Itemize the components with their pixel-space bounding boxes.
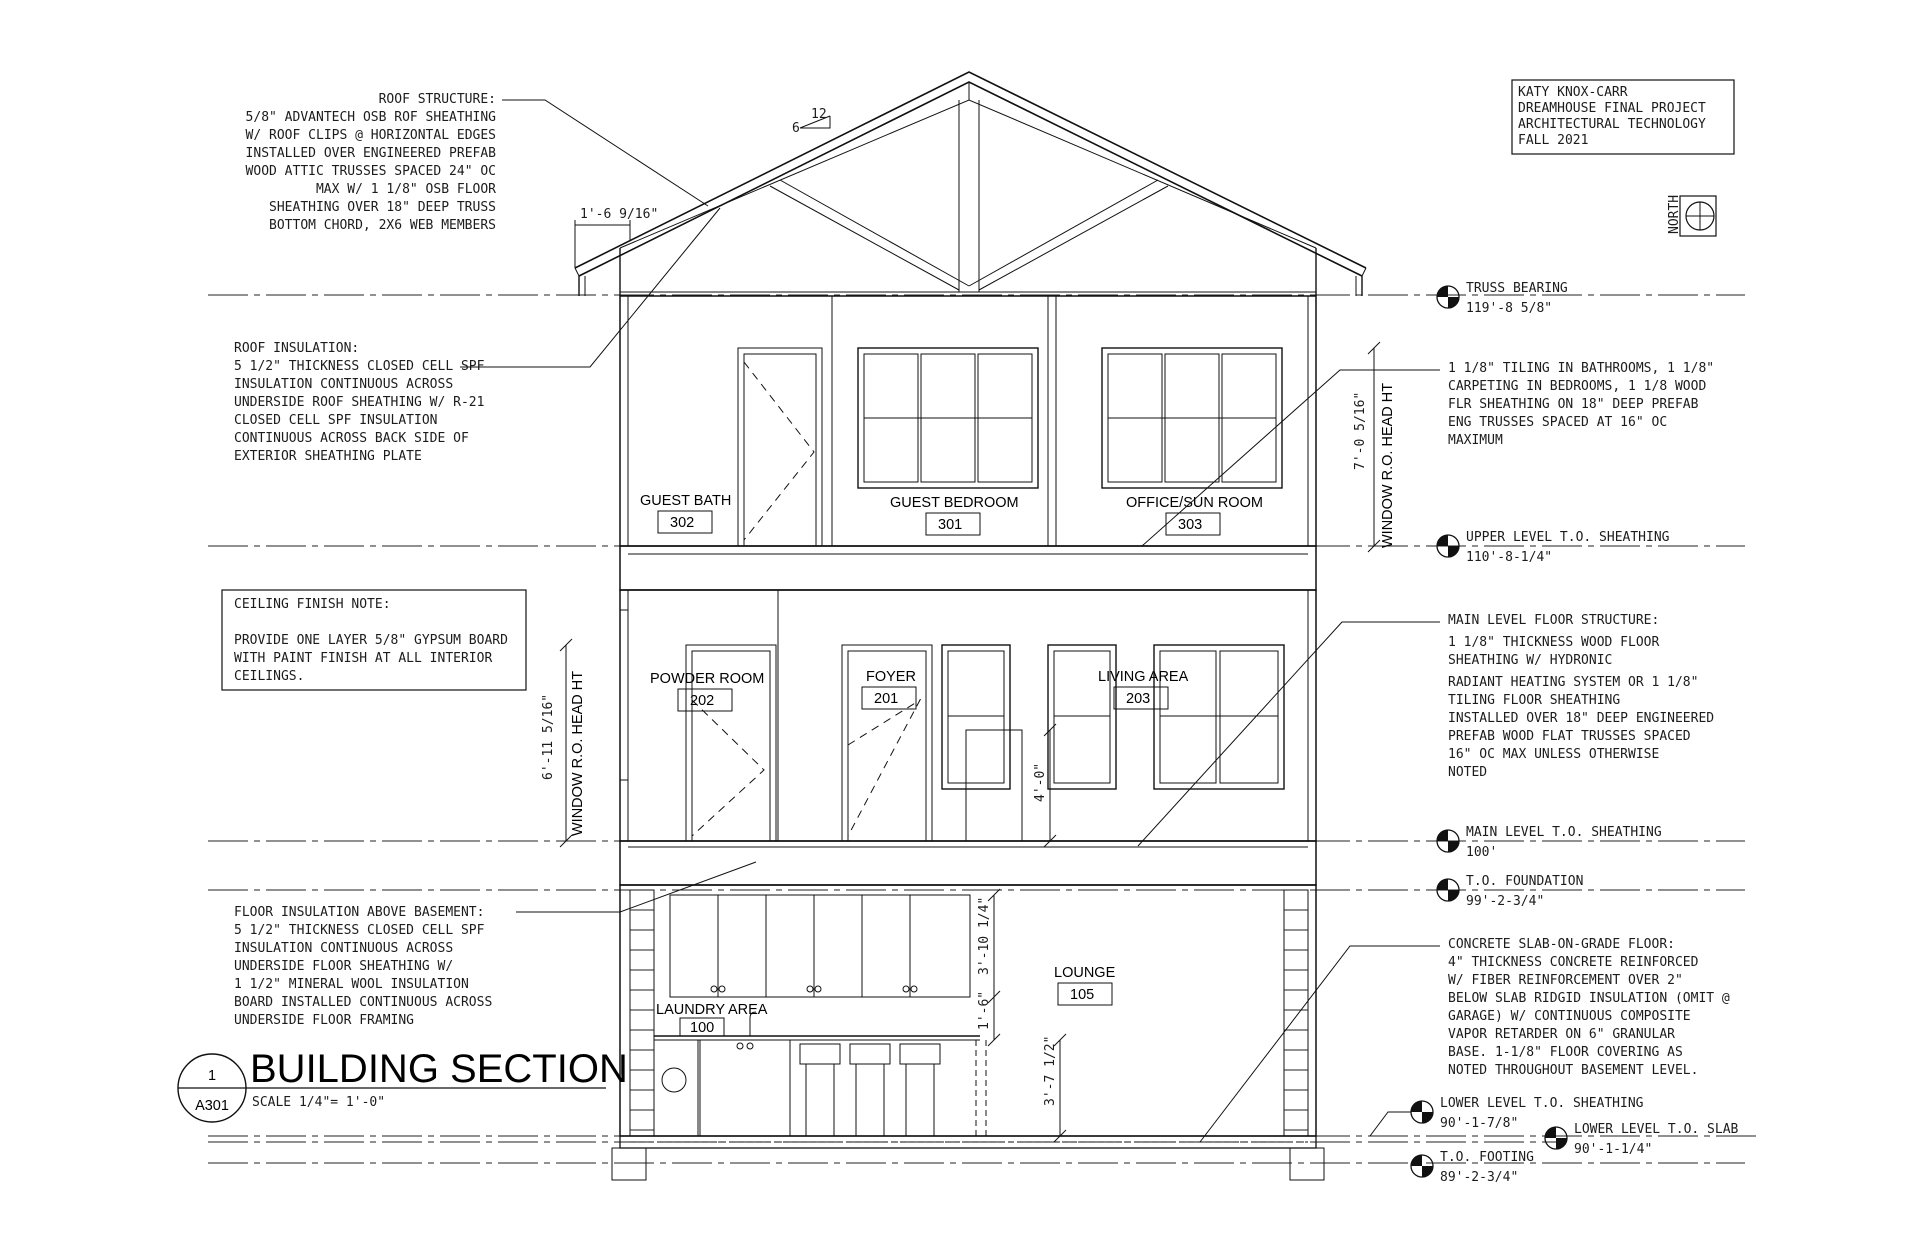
note-line: CONCRETE SLAB-ON-GRADE FLOOR: <box>1448 937 1675 952</box>
note-line: 5 1/2" THICKNESS CLOSED CELL SPF <box>234 923 485 938</box>
title-block <box>1512 80 1734 154</box>
level-elev: 99'-2-3/4" <box>1466 894 1545 909</box>
note-line: BELOW SLAB RIDGID INSULATION (OMIT @ <box>1448 991 1730 1006</box>
leader-slab <box>1200 946 1440 1142</box>
level-name: T.O. FOOTING <box>1440 1150 1534 1165</box>
note-line: 5/8" ADVANTECH OSB ROF SHEATHING <box>245 110 496 125</box>
level-elev: 110'-8-1/4" <box>1466 550 1553 565</box>
note-line: CLOSED CELL SPF INSULATION <box>234 413 438 428</box>
room-name-lounge: LOUNGE <box>1054 965 1116 981</box>
upper-window-label: WINDOW R.O. HEAD HT <box>1380 382 1396 548</box>
note-line: MAIN LEVEL FLOOR STRUCTURE: <box>1448 613 1660 628</box>
slope-rise: 6 <box>792 121 800 136</box>
backsplash-dim: 1'-6" <box>977 990 992 1030</box>
room-name-guest-bedroom: GUEST BEDROOM <box>890 495 1019 511</box>
note-line: CARPETING IN BEDROOMS, 1 1/8 WOOD <box>1448 379 1707 394</box>
note-line: MAXIMUM <box>1448 433 1503 448</box>
title-line-3: ARCHITECTURAL TECHNOLOGY <box>1518 117 1706 132</box>
level-elev: 90'-1-7/8" <box>1440 1116 1519 1131</box>
level-target-icon <box>1411 1101 1433 1123</box>
level-target-icon <box>1411 1155 1433 1177</box>
drawing-number: 1 <box>207 1068 217 1084</box>
level-marker-upper <box>1437 530 1670 565</box>
note-line: INSULATION CONTINUOUS ACROSS <box>234 941 454 956</box>
note-line: 16" OC MAX UNLESS OTHERWISE <box>1448 747 1660 762</box>
room-num-office: 303 <box>1178 517 1203 533</box>
note-upper-floor <box>1448 361 1714 448</box>
level-name: UPPER LEVEL T.O. SHEATHING <box>1466 530 1670 545</box>
note-line: GARAGE) W/ CONTINUOUS COMPOSITE <box>1448 1009 1691 1024</box>
note-roof-structure <box>246 92 497 233</box>
north-label: NORTH <box>1667 194 1682 234</box>
room-name-living-area: LIVING AREA <box>1098 669 1189 685</box>
level-marker-lower-slab <box>1545 1122 1739 1157</box>
walls-floors <box>612 296 1324 1180</box>
title-line-1: KATY KNOX-CARR <box>1518 85 1628 100</box>
level-name: T.O. FOUNDATION <box>1466 874 1584 889</box>
roof <box>575 72 1366 296</box>
upper-cabinet-dim: 3'-10 1/4" <box>977 896 992 975</box>
note-line: FLOOR INSULATION ABOVE BASEMENT: <box>234 905 485 920</box>
note-line: NOTED THROUGHOUT BASEMENT LEVEL. <box>1448 1063 1699 1078</box>
room-num-laundry: 100 <box>690 1020 715 1036</box>
note-line: UNDERSIDE FLOOR FRAMING <box>234 1013 415 1028</box>
level-name: LOWER LEVEL T.O. SHEATHING <box>1440 1096 1644 1111</box>
note-line: 5 1/2" THICKNESS CLOSED CELL SPF <box>234 359 485 374</box>
level-target-icon <box>1437 879 1459 901</box>
note-line: INSTALLED OVER ENGINEERED PREFAB <box>245 146 496 161</box>
note-line: WOOD ATTIC TRUSSES SPACED 24" OC <box>245 164 496 179</box>
level-elev: 90'-1-1/4" <box>1574 1142 1653 1157</box>
room-num-guest-bath: 302 <box>670 515 695 531</box>
room-num-lounge: 105 <box>1070 987 1095 1003</box>
sheet-number: A301 <box>195 1098 229 1114</box>
leader-floor-insulation <box>516 862 756 912</box>
note-line: BASE. 1-1/8" FLOOR COVERING AS <box>1448 1045 1683 1060</box>
level-target-icon <box>1437 535 1459 557</box>
title-line-4: FALL 2021 <box>1518 133 1589 148</box>
level-elev: 89'-2-3/4" <box>1440 1170 1519 1185</box>
room-name-guest-bath: GUEST BATH <box>640 493 732 509</box>
base-cabinet-dim: 3'-7 1/2" <box>1043 1035 1058 1106</box>
note-line: BOARD INSTALLED CONTINUOUS ACROSS <box>234 995 493 1010</box>
room-labels <box>640 493 1263 1036</box>
drawing-title-text: BUILDING SECTION <box>250 1047 628 1091</box>
level-marker-truss-bearing <box>1437 281 1568 316</box>
note-line: SHEATHING OVER 18" DEEP TRUSS <box>269 200 496 215</box>
note-line: UNDERSIDE ROOF SHEATHING W/ R-21 <box>234 395 485 410</box>
note-line: BOTTOM CHORD, 2X6 WEB MEMBERS <box>269 218 496 233</box>
upper-window-dim: 7'-0 5/16" <box>1353 391 1368 470</box>
note-line: INSULATION CONTINUOUS ACROSS <box>234 377 454 392</box>
level-target-icon <box>1437 286 1459 308</box>
slope-run: 12 <box>811 107 827 122</box>
note-line: 4" THICKNESS CONCRETE REINFORCED <box>1448 955 1699 970</box>
note-line: W/ FIBER REINFORCEMENT OVER 2" <box>1448 973 1683 988</box>
level-target-icon <box>1545 1127 1567 1149</box>
main-window-dim: 6'-11 5/16" <box>541 693 556 780</box>
dimension-lines <box>541 342 1396 1142</box>
note-slab <box>1448 937 1730 1078</box>
note-line: ROOF STRUCTURE: <box>378 92 496 107</box>
note-line: PROVIDE ONE LAYER 5/8" GYPSUM BOARD <box>234 633 508 648</box>
room-name-office: OFFICE/SUN ROOM <box>1126 495 1263 511</box>
note-line: FLR SHEATHING ON 18" DEEP PREFAB <box>1448 397 1699 412</box>
room-num-foyer: 201 <box>874 691 899 707</box>
room-name-foyer: FOYER <box>866 669 916 685</box>
room-num-living-area: 203 <box>1126 691 1151 707</box>
note-floor-insulation <box>234 905 492 1028</box>
note-line: EXTERIOR SHEATHING PLATE <box>234 449 422 464</box>
note-line: WITH PAINT FINISH AT ALL INTERIOR <box>234 651 493 666</box>
drawing-scale: SCALE 1/4"= 1'-0" <box>252 1095 386 1110</box>
note-line: INSTALLED OVER 18" DEEP ENGINEERED <box>1448 711 1715 726</box>
note-line: PREFAB WOOD FLAT TRUSSES SPACED <box>1448 729 1691 744</box>
note-line: TILING FLOOR SHEATHING <box>1448 693 1621 708</box>
note-line: W/ ROOF CLIPS @ HORIZONTAL EDGES <box>245 128 496 143</box>
level-marker-footing <box>1411 1150 1534 1185</box>
north-arrow-icon <box>1667 195 1716 236</box>
note-line: CONTINUOUS ACROSS BACK SIDE OF <box>234 431 469 446</box>
title-line-2: DREAMHOUSE FINAL PROJECT <box>1518 101 1706 116</box>
level-target-icon <box>1437 830 1459 852</box>
level-name: TRUSS BEARING <box>1466 281 1568 296</box>
note-line: CEILING FINISH NOTE: <box>234 597 391 612</box>
leader-roof-insulation <box>460 208 720 367</box>
note-main-floor <box>1448 613 1714 780</box>
drawing-title <box>178 1047 628 1122</box>
level-elev: 119'-8 5/8" <box>1466 301 1553 316</box>
note-line: 1 1/8" THICKNESS WOOD FLOOR <box>1448 635 1660 650</box>
note-line: RADIANT HEATING SYSTEM OR 1 1/8" <box>1448 675 1699 690</box>
level-marker-foundation <box>1437 874 1583 909</box>
leader-roof-structure <box>502 100 708 206</box>
note-line: CEILINGS. <box>234 669 305 684</box>
note-line: 1 1/8" TILING IN BATHROOMS, 1 1/8" <box>1448 361 1715 376</box>
level-marker-main <box>1437 825 1662 860</box>
leader-main-floor <box>1138 622 1440 846</box>
note-line: 1 1/2" MINERAL WOOL INSULATION <box>234 977 469 992</box>
note-line: MAX W/ 1 1/8" OSB FLOOR <box>315 182 496 197</box>
level-name: MAIN LEVEL T.O. SHEATHING <box>1466 825 1662 840</box>
note-line: SHEATHING W/ HYDRONIC <box>1448 653 1613 668</box>
note-line: ENG TRUSSES SPACED AT 16" OC <box>1448 415 1668 430</box>
note-line: VAPOR RETARDER ON 6" GRANULAR <box>1448 1027 1675 1042</box>
note-line: NOTED <box>1448 765 1488 780</box>
counter-dim: 4'-0" <box>1033 762 1048 802</box>
note-line: ROOF INSULATION: <box>234 341 360 356</box>
room-name-powder-room: POWDER ROOM <box>650 671 765 687</box>
room-num-guest-bedroom: 301 <box>938 517 963 533</box>
overhang-dim: 1'-6 9/16" <box>580 207 659 222</box>
main-level-elements <box>620 610 1284 841</box>
level-elev: 100' <box>1466 845 1498 860</box>
room-num-powder-room: 202 <box>690 693 715 709</box>
main-window-label: WINDOW R.O. HEAD HT <box>570 670 586 836</box>
level-name: LOWER LEVEL T.O. SLAB <box>1574 1122 1739 1137</box>
note-ceiling-finish <box>222 590 526 690</box>
note-roof-insulation <box>234 341 485 464</box>
foundation-wall-hatch <box>630 910 1308 1130</box>
note-line: UNDERSIDE FLOOR SHEATHING W/ <box>234 959 454 974</box>
room-name-laundry: LAUNDRY AREA <box>656 1002 768 1018</box>
